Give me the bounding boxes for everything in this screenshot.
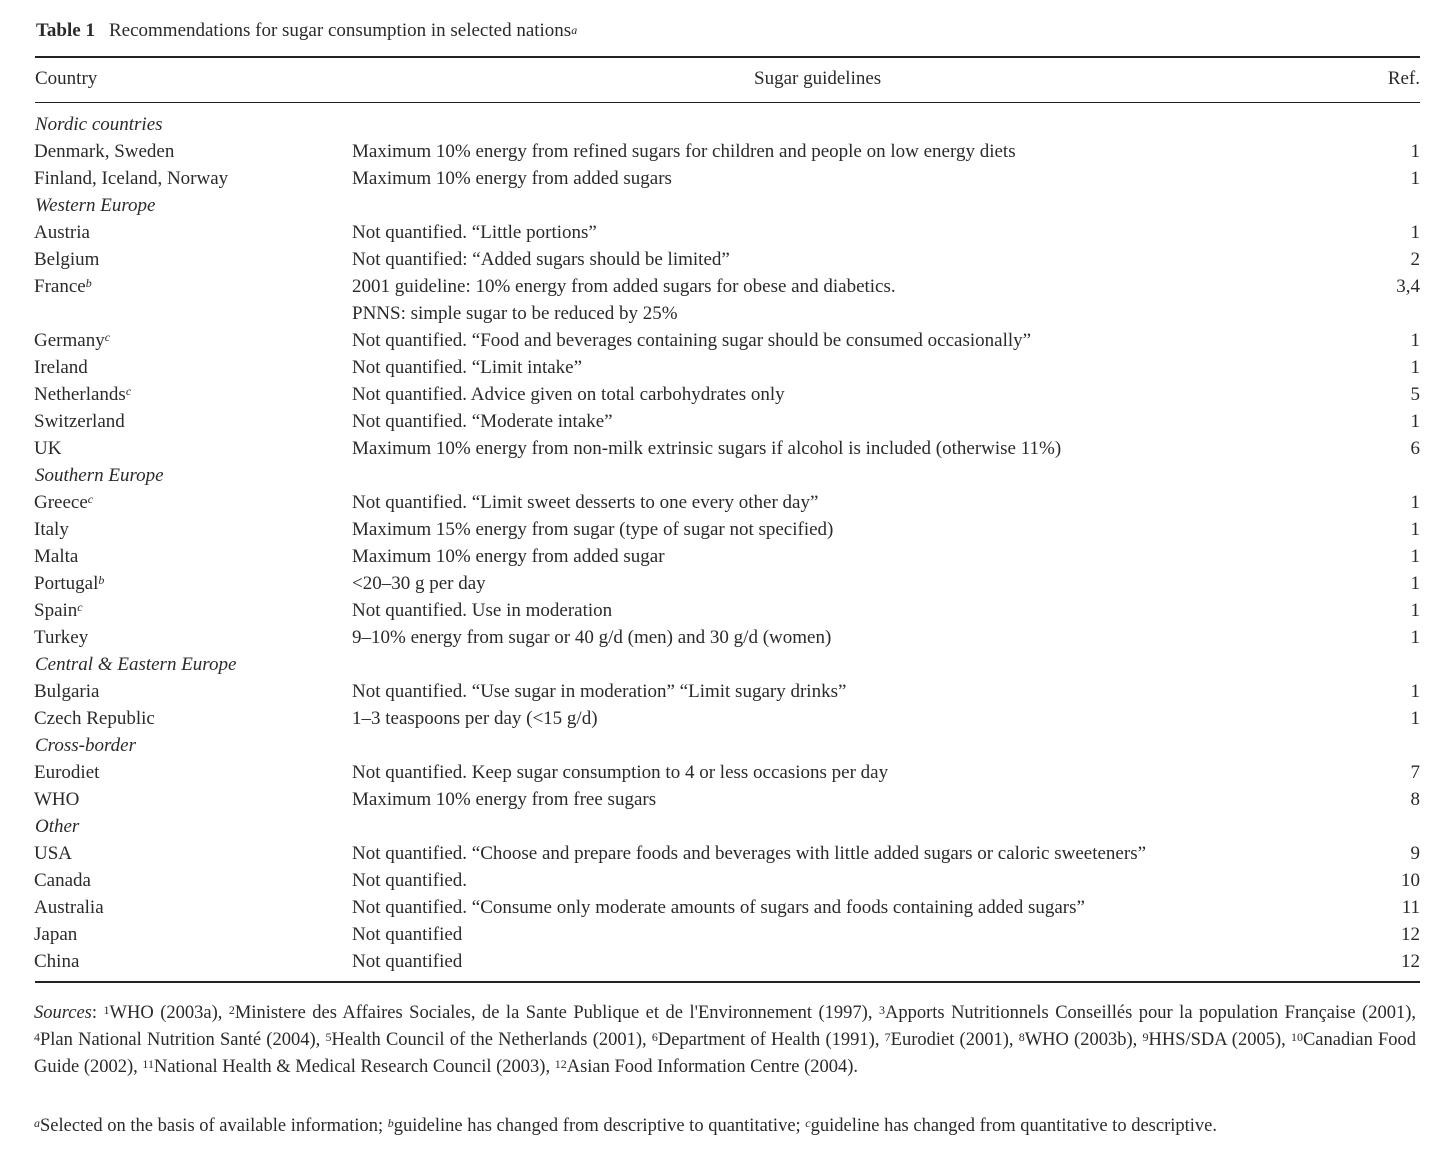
country-name: Greece xyxy=(34,492,88,513)
country-cell xyxy=(34,219,90,246)
country-name: Finland, Iceland, Norway xyxy=(34,168,229,189)
country-name: China xyxy=(34,951,80,972)
table-row xyxy=(0,786,1456,813)
country-name: Germany xyxy=(34,330,105,351)
table-row xyxy=(0,489,1456,516)
ref-cell: 5 xyxy=(1410,384,1420,405)
header-guidelines: Sugar guidelines xyxy=(754,68,882,89)
country-cell xyxy=(34,948,79,975)
group-row xyxy=(0,651,1456,678)
table-row xyxy=(0,327,1456,354)
footnote-mark: c xyxy=(104,330,111,344)
table-title: Recommendations for sugar consumption in selected nations xyxy=(108,20,572,41)
ref-cell: 1 xyxy=(1410,357,1420,378)
ref-cell: 1 xyxy=(1410,546,1420,567)
source-text: Asian Food Information Centre (2004). xyxy=(566,1057,859,1077)
country-cell xyxy=(34,570,104,597)
guideline-cell: Not quantified. Keep sugar consumption to 4 or less occasions per day xyxy=(352,762,889,783)
source-item xyxy=(1142,1030,1281,1050)
source-item xyxy=(1019,1030,1133,1050)
table-row xyxy=(0,570,1456,597)
table-row xyxy=(0,624,1456,651)
table-row xyxy=(0,300,1456,327)
group-row xyxy=(0,192,1456,219)
country-name: Japan xyxy=(34,924,78,945)
guideline-cell: Maximum 10% energy from free sugars xyxy=(352,789,657,810)
table-row xyxy=(0,678,1456,705)
table-row xyxy=(0,219,1456,246)
source-number: 4 xyxy=(34,1030,40,1044)
guideline-cell: 1–3 teaspoons per day (<15 g/d) xyxy=(352,708,598,729)
table-row xyxy=(0,381,1456,408)
bottom-rule xyxy=(35,981,1420,983)
source-item xyxy=(142,1057,545,1077)
source-text: Department of Health (1991) xyxy=(657,1030,875,1050)
source-item xyxy=(555,1057,858,1077)
guideline-cell: <20–30 g per day xyxy=(352,573,486,594)
country-name: Canada xyxy=(34,870,91,891)
table-row xyxy=(0,867,1456,894)
table-row xyxy=(0,516,1456,543)
country-cell xyxy=(34,867,91,894)
ref-cell: 9 xyxy=(1410,843,1420,864)
guideline-cell: Not quantified. “Use sugar in moderation” “Limit sugary drinks” xyxy=(352,681,847,702)
ref-cell: 7 xyxy=(1410,762,1420,783)
footnote-text: guideline has changed from quantitative to descriptive. xyxy=(810,1116,1217,1136)
ref-cell: 1 xyxy=(1410,708,1420,729)
table-label: Table 1 xyxy=(36,20,95,41)
source-text: National Health & Medical Research Council (2003) xyxy=(153,1057,546,1077)
source-text: HHS/SDA (2005) xyxy=(1148,1030,1282,1050)
country-name: Portugal xyxy=(34,573,99,594)
source-number: 2 xyxy=(228,1003,235,1017)
country-cell xyxy=(34,678,99,705)
header-rule xyxy=(35,102,1420,103)
group-row xyxy=(0,813,1456,840)
guideline-cell: Not quantified. “Moderate intake” xyxy=(352,411,613,432)
ref-cell: 12 xyxy=(1401,924,1420,945)
table-row xyxy=(0,948,1456,975)
ref-cell: 1 xyxy=(1410,168,1420,189)
top-rule xyxy=(35,56,1420,58)
ref-cell: 1 xyxy=(1410,330,1420,351)
guideline-cell: Not quantified. “Limit sweet desserts to one every other day” xyxy=(352,492,819,513)
footnotes xyxy=(34,1113,1217,1140)
guideline-cell: Not quantified. “Limit intake” xyxy=(352,357,583,378)
country-cell xyxy=(34,894,104,921)
ref-cell: 1 xyxy=(1410,492,1420,513)
footnote-mark: c xyxy=(805,1116,811,1130)
country-cell xyxy=(34,786,79,813)
guideline-cell: Not quantified. xyxy=(352,870,468,891)
ref-cell: 1 xyxy=(1410,141,1420,162)
group-label: Southern Europe xyxy=(35,465,164,486)
ref-cell: 6 xyxy=(1410,438,1420,459)
country-cell xyxy=(34,138,174,165)
ref-cell: 8 xyxy=(1410,789,1420,810)
country-name: Switzerland xyxy=(34,411,125,432)
country-cell xyxy=(34,408,125,435)
footnote-text: Selected on the basis of available information; xyxy=(40,1116,388,1136)
footnote-mark: a xyxy=(34,1116,40,1130)
table-row xyxy=(0,273,1456,300)
country-name: Denmark, Sweden xyxy=(34,141,175,162)
guideline-cell: Maximum 10% energy from refined sugars for children and people on low energy diets xyxy=(352,141,1016,162)
country-name: Australia xyxy=(34,897,104,918)
table-row xyxy=(0,597,1456,624)
country-cell xyxy=(34,273,92,300)
table-body xyxy=(0,111,1456,975)
guideline-cell: Maximum 15% energy from sugar (type of sugar not specified) xyxy=(352,519,834,540)
footnote-mark: b xyxy=(387,1116,394,1130)
country-name: USA xyxy=(34,843,73,864)
group-row xyxy=(0,111,1456,138)
ref-cell: 3,4 xyxy=(1396,276,1420,297)
header-ref: Ref. xyxy=(1387,68,1420,89)
country-name: France xyxy=(34,276,86,297)
country-name: UK xyxy=(34,438,62,459)
guideline-cell: Not quantified xyxy=(352,924,463,945)
source-text: Health Council of the Netherlands (2001) xyxy=(331,1030,643,1050)
ref-cell: 1 xyxy=(1410,411,1420,432)
country-name: Malta xyxy=(34,546,79,567)
footnote-mark: c xyxy=(77,600,83,614)
table-row xyxy=(0,543,1456,570)
source-number: 9 xyxy=(1142,1030,1149,1044)
country-cell xyxy=(34,840,72,867)
ref-cell: 1 xyxy=(1410,681,1420,702)
footnote-mark: a xyxy=(571,23,578,37)
source-item xyxy=(652,1030,875,1050)
source-text: Ministere des Affaires Sociales, de la Sante Publique et de l'Environnement (1997) xyxy=(234,1003,868,1023)
group-row xyxy=(0,732,1456,759)
source-text: Plan National Nutrition Santé (2004) xyxy=(40,1030,316,1050)
country-cell xyxy=(34,624,88,651)
country-name: Czech Republic xyxy=(34,708,155,729)
source-item xyxy=(229,1003,868,1023)
table-row xyxy=(0,705,1456,732)
table-row xyxy=(0,354,1456,381)
country-cell xyxy=(34,921,77,948)
guideline-cell: Maximum 10% energy from added sugar xyxy=(352,546,665,567)
footnote-mark: b xyxy=(98,573,105,587)
group-label: Other xyxy=(35,816,80,837)
sources-label: Sources xyxy=(34,1003,92,1023)
source-item xyxy=(104,1003,218,1023)
country-name: WHO xyxy=(34,789,80,810)
country-cell xyxy=(34,489,93,516)
guideline-cell: Not quantified. “Consume only moderate amounts of sugars and foods containing added sugars” xyxy=(352,897,1085,918)
ref-cell: 2 xyxy=(1410,249,1420,270)
group-label: Central & Eastern Europe xyxy=(35,654,237,675)
country-cell xyxy=(34,705,155,732)
footnote-text: guideline has changed from descriptive to quantitative; xyxy=(393,1116,806,1136)
group-row xyxy=(0,462,1456,489)
guideline-cell: Maximum 10% energy from non-milk extrinsic sugars if alcohol is included (otherwise 11%) xyxy=(352,438,1062,459)
country-name: Italy xyxy=(34,519,69,540)
source-item xyxy=(885,1030,1009,1050)
table-row xyxy=(0,894,1456,921)
sources-note: Sources: $^1$WHO (2003a), $^2$Ministere des Affaires Sociales, de la Sante Publique et de l'Environnement (1997), $^3$Apports Nutritionnels Conseillés pour la population Française (2001), $^4$Plan National Nutrition Santé (2004), $^5$Health Council of the Netherlands (2001), $^6$Department of Health (1991), $^7$Eurodiet (2001), $^8$WHO (2003b), $^9$HHS/SDA (2005), $^{10}$Canadian Food Guide (2002), $^{11}$National Health & Medical Research Council (2003), $^{12}$Asian Food Information Centre (2004). xyxy=(34,1003,1417,1077)
country-cell xyxy=(34,435,61,462)
ref-cell: 11 xyxy=(1401,897,1420,918)
source-number: 8 xyxy=(1018,1030,1025,1044)
guideline-cell: Not quantified xyxy=(352,951,463,972)
country-name: Turkey xyxy=(34,627,89,648)
ref-cell: 12 xyxy=(1401,951,1420,972)
source-item xyxy=(325,1030,642,1050)
table-row xyxy=(0,246,1456,273)
ref-cell: 1 xyxy=(1410,519,1420,540)
guideline-cell: Not quantified. “Choose and prepare foods and beverages with little added sugars or caloric sweeteners” xyxy=(352,843,1147,864)
country-cell xyxy=(34,759,99,786)
country-cell xyxy=(34,543,78,570)
guideline-cell: PNNS: simple sugar to be reduced by 25% xyxy=(352,303,678,324)
ref-cell: 1 xyxy=(1410,600,1420,621)
table-row xyxy=(0,921,1456,948)
source-number: 7 xyxy=(884,1030,891,1044)
guideline-cell: Maximum 10% energy from added sugars xyxy=(352,168,672,189)
ref-cell: 1 xyxy=(1410,627,1420,648)
country-cell xyxy=(34,516,69,543)
source-text: WHO (2003b) xyxy=(1024,1030,1133,1050)
table-row xyxy=(0,138,1456,165)
country-cell xyxy=(34,165,228,192)
country-name: Netherlands xyxy=(34,384,126,405)
table-row xyxy=(0,435,1456,462)
source-number: 10 xyxy=(1290,1030,1303,1044)
source-number: 5 xyxy=(325,1030,332,1044)
country-cell xyxy=(34,354,88,381)
header-country: Country xyxy=(35,68,98,89)
country-cell xyxy=(34,327,110,354)
source-text: Canadian Food Guide (2002) xyxy=(34,1030,1417,1077)
source-number: 3 xyxy=(878,1003,885,1017)
group-label: Cross-border xyxy=(35,735,136,756)
ref-cell: 1 xyxy=(1410,222,1420,243)
guideline-cell: Not quantified. Use in moderation xyxy=(352,600,613,621)
source-number: 1 xyxy=(103,1003,110,1017)
table-caption xyxy=(36,20,577,42)
guideline-cell: Not quantified. “Food and beverages containing sugar should be consumed occasionally” xyxy=(352,330,1032,351)
source-number: 11 xyxy=(142,1057,154,1071)
guideline-cell: Not quantified. Advice given on total carbohydrates only xyxy=(352,384,785,405)
source-text: Eurodiet (2001) xyxy=(890,1030,1009,1050)
country-name: Spain xyxy=(34,600,78,621)
country-cell xyxy=(34,246,99,273)
guideline-cell: Not quantified. “Little portions” xyxy=(352,222,597,243)
source-text: WHO (2003a) xyxy=(109,1003,218,1023)
country-name: Ireland xyxy=(34,357,88,378)
country-name: Eurodiet xyxy=(34,762,100,783)
source-item xyxy=(879,1003,1411,1023)
guideline-cell: Not quantified: “Added sugars should be limited” xyxy=(352,249,730,270)
country-name: Austria xyxy=(34,222,90,243)
guideline-cell: 2001 guideline: 10% energy from added sugars for obese and diabetics. xyxy=(352,276,896,297)
source-number: 6 xyxy=(651,1030,658,1044)
country-name: Bulgaria xyxy=(34,681,100,702)
table-row xyxy=(0,165,1456,192)
footnote-mark: b xyxy=(85,276,92,290)
country-name: Belgium xyxy=(34,249,100,270)
country-cell xyxy=(34,597,83,624)
table-row xyxy=(0,840,1456,867)
source-item xyxy=(34,1030,316,1050)
ref-cell: 1 xyxy=(1410,573,1420,594)
guideline-cell: 9–10% energy from sugar or 40 g/d (men) and 30 g/d (women) xyxy=(352,627,832,648)
group-label: Nordic countries xyxy=(35,114,163,135)
footnote-mark: c xyxy=(125,384,132,398)
table-row xyxy=(0,408,1456,435)
group-label: Western Europe xyxy=(35,195,156,216)
footnote-mark: c xyxy=(87,492,94,506)
country-cell xyxy=(34,381,131,408)
ref-cell: 10 xyxy=(1401,870,1420,891)
source-number: 12 xyxy=(554,1057,567,1071)
source-text: Apports Nutritionnels Conseillés pour la population Française (2001) xyxy=(884,1003,1412,1023)
table-row xyxy=(0,759,1456,786)
